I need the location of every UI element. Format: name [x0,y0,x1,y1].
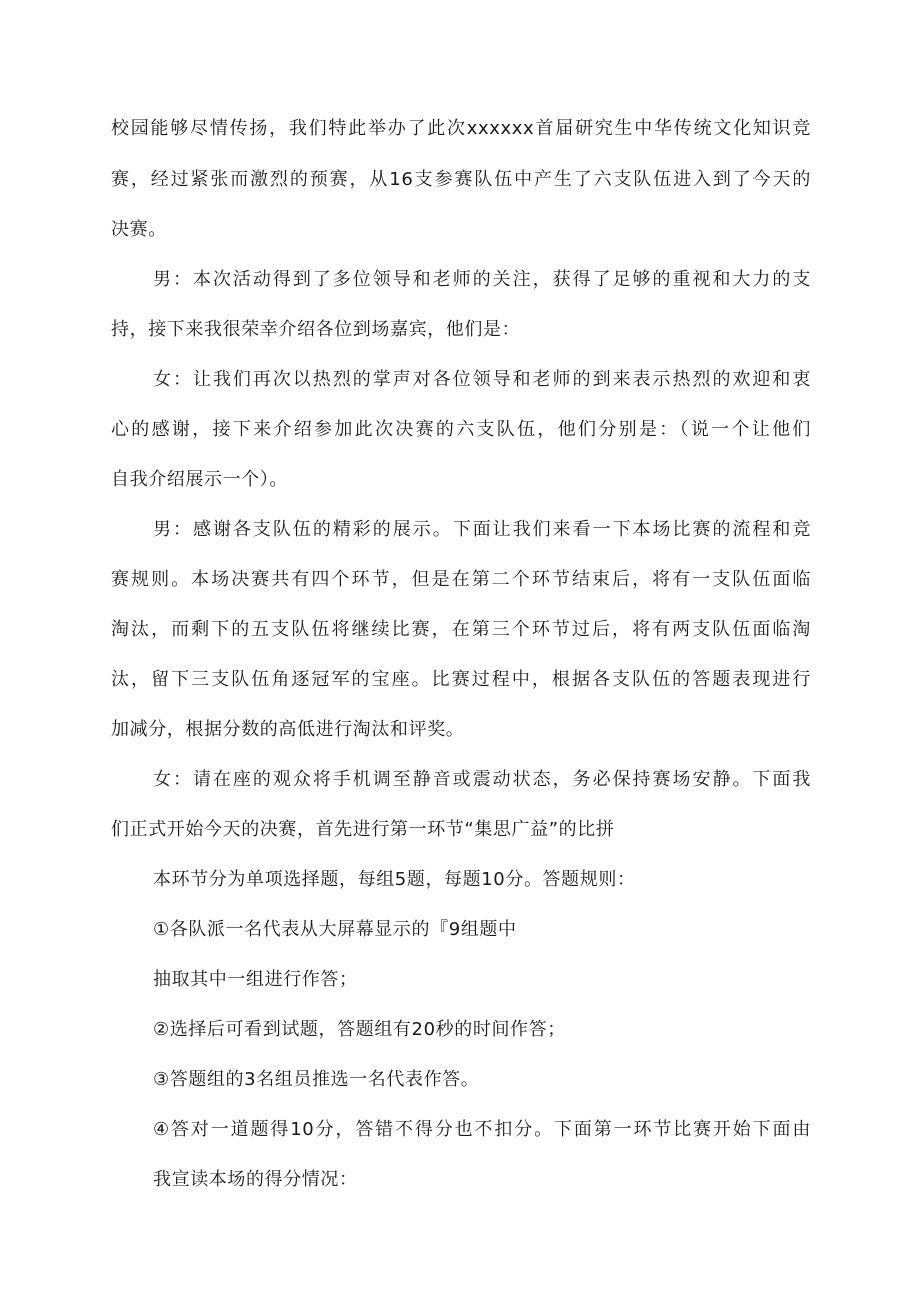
text-line: 心的感谢，接下来介绍参加此次决赛的六支队伍，他们分别是：（说一个让他们 [111,419,811,440]
text-line: 自我介绍展示一个）。 [111,469,288,490]
text-line: 赛规则。本场决赛共有四个环节，但是在第二个环节结束后，将有一支队伍面临 [111,569,811,590]
text-line: ③答题组的3名组员推选一名代表作答。 [153,1069,480,1090]
text-line: ②选择后可看到试题，答题组有20秒的时间作答； [153,1019,566,1040]
text-line: 校园能够尽情传扬，我们特此举办了此次xxxxxx首届研究生中华传统文化知识竞 [111,118,811,139]
text-line: 男：感谢各支队伍的精彩的展示。下面让我们来看一下本场比赛的流程和竞 [153,519,811,540]
text-line: 淘汰，而剩下的五支队伍将继续比赛，在第三个环节过后，将有两支队伍面临淘 [111,619,811,640]
text-line: 女：请在座的观众将手机调至静音或震动状态，务必保持赛场安静。下面我 [153,769,811,790]
text-line: 加减分，根据分数的高低进行淘汰和评奖。 [111,719,465,740]
text-line: 决赛。 [111,219,167,240]
text-line: 男：本次活动得到了多位领导和老师的关注，获得了足够的重视和大力的支 [153,269,811,290]
text-line: 持，接下来我很荣幸介绍各位到场嘉宾，他们是： [111,319,521,340]
text-line: 赛，经过紧张而激烈的预赛，从16支参赛队伍中产生了六支队伍进入到了今天的 [111,169,811,190]
text-line: 本环节分为单项选择题，每组5题，每题10分。答题规则： [153,869,636,890]
text-line: ①各队派一名代表从大屏幕显示的『9组题中 [153,919,517,940]
text-line: 女：让我们再次以热烈的掌声对各位领导和老师的到来表示热烈的欢迎和衷 [153,369,811,390]
text-line: 汰，留下三支队伍角逐冠军的宝座。比赛过程中，根据各支队伍的答题表现进行 [111,669,811,690]
text-line: ④答对一道题得10分，答错不得分也不扣分。下面第一环节比赛开始下面由 [153,1119,811,1140]
text-line: 抽取其中一组进行作答； [153,969,358,990]
text-line: 我宣读本场的得分情况： [153,1169,358,1190]
text-line: 们正式开始今天的决赛，首先进行第一环节“集思广益”的比拼 [111,819,615,840]
